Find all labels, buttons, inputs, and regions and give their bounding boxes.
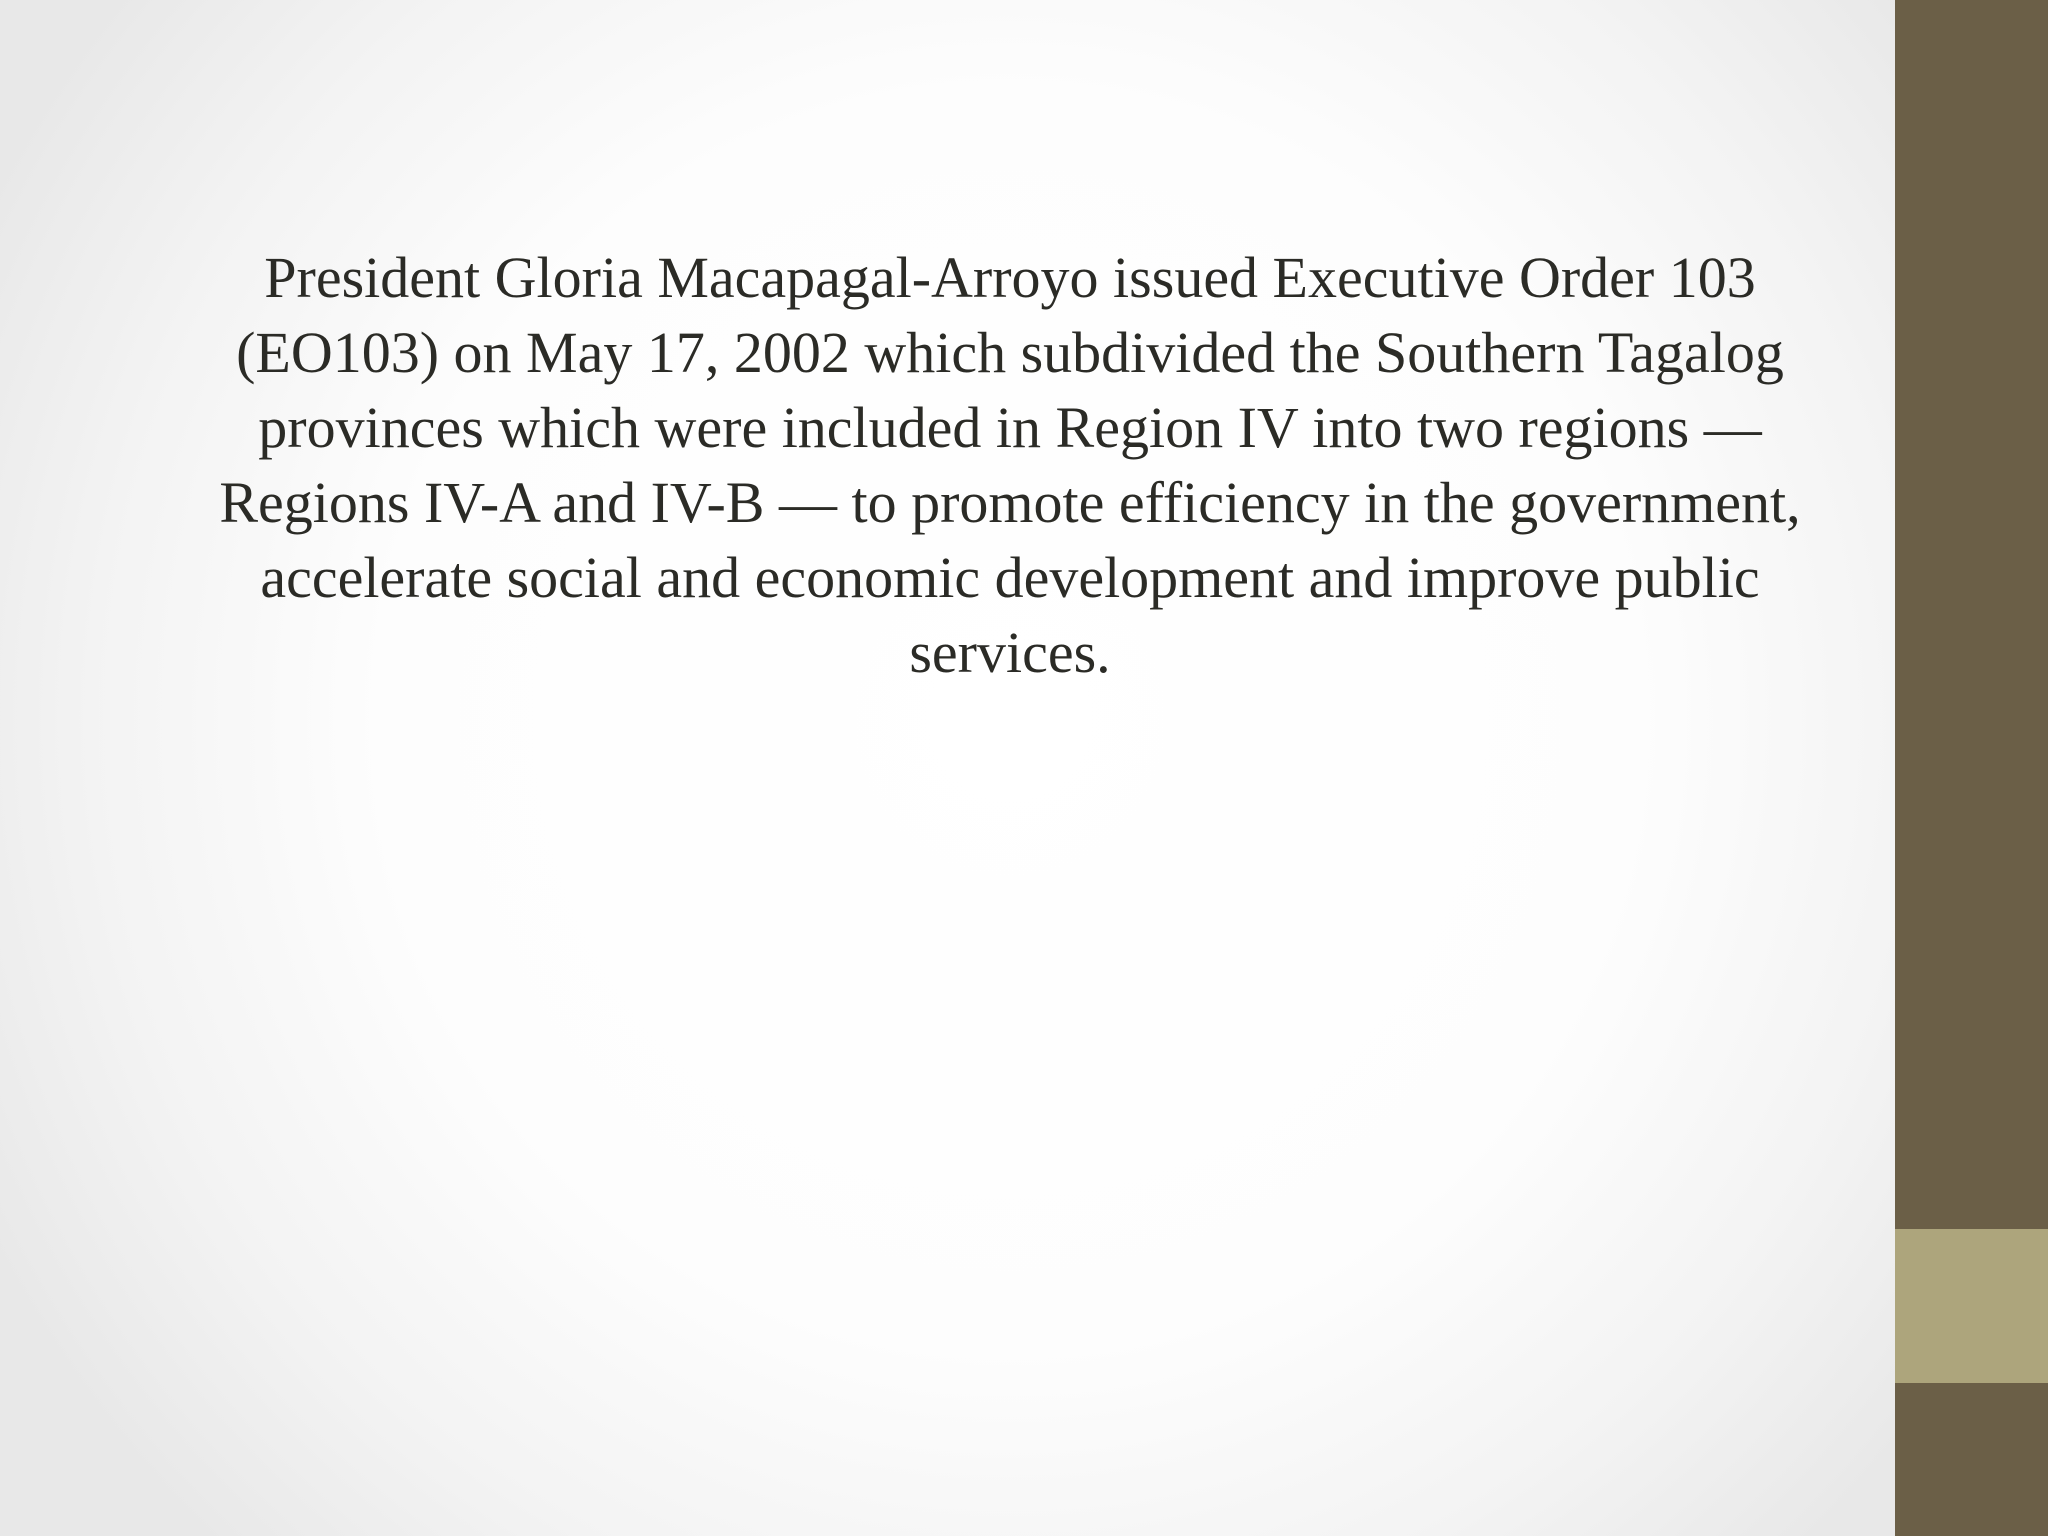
decorative-side-bar-band	[1895, 1229, 2048, 1383]
slide-body-text: President Gloria Macapagal-Arroyo issued Executive Order 103 (EO103) on May 17, 2002 which subdivided the Southern Tagalog provinces which were included in Region IV into two regions — Regions IV-A and IV-B — to promote efficiency in the government, accelerate social and economic development and improve public services.	[219, 245, 1801, 685]
